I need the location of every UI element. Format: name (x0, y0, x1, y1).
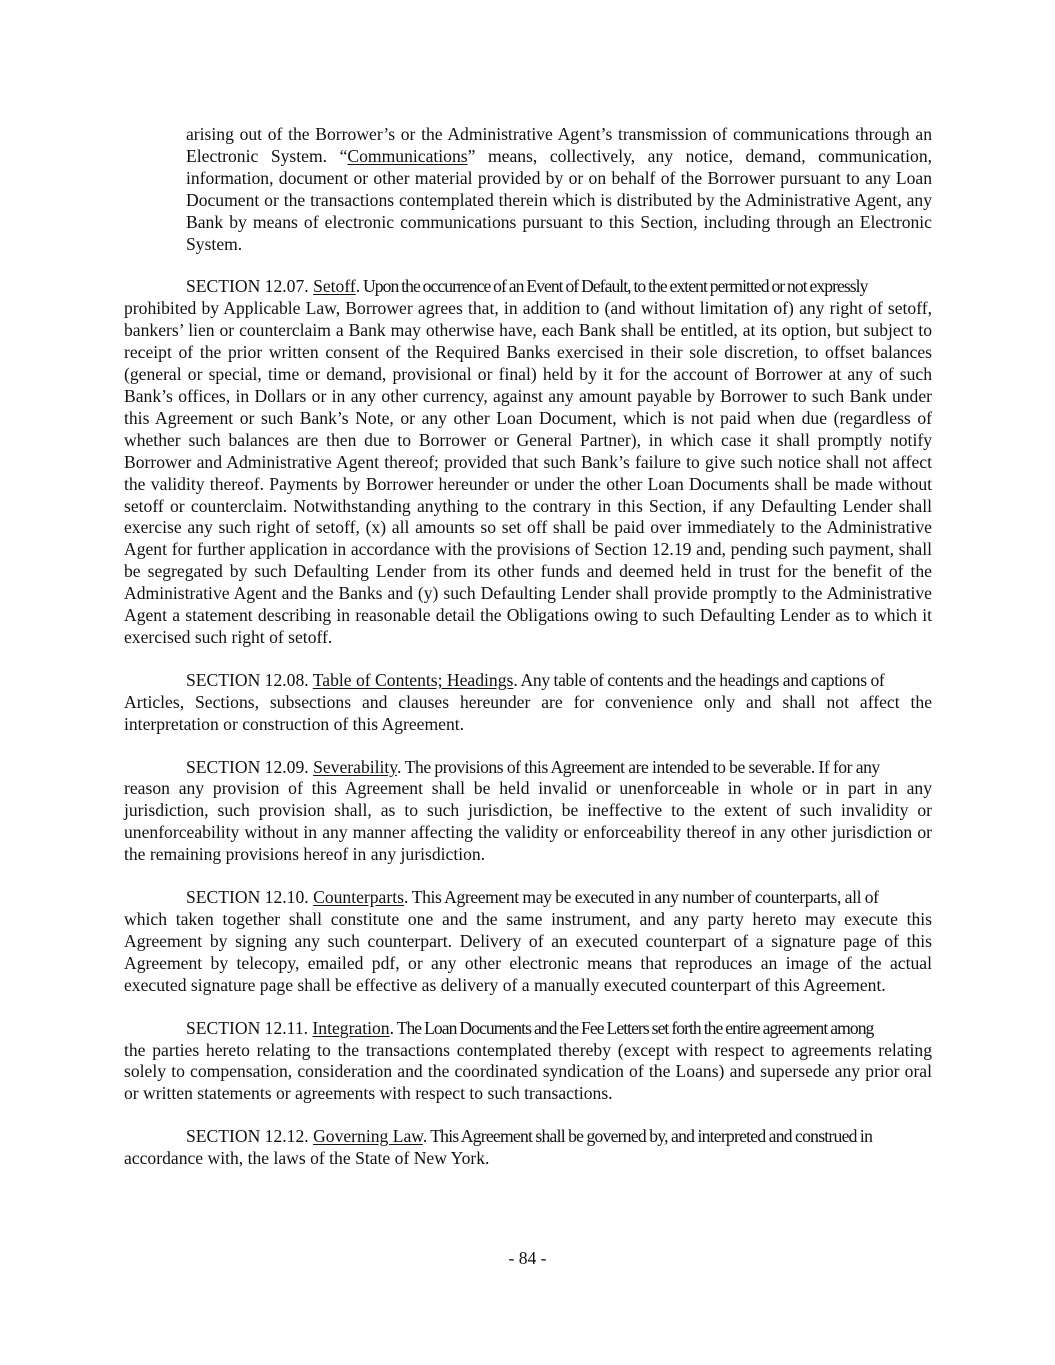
section-body: accordance with, the laws of the State of New York. (124, 1148, 490, 1169)
section-first-line: SECTION 12.10. Counterparts. This Agreement may be executed in any number of counterparts, all of (186, 887, 879, 908)
section-number: SECTION 12.07. (186, 276, 309, 297)
section-12-08 (124, 670, 932, 736)
section-first-line: SECTION 12.09. Severability. The provisions of this Agreement are intended to be severable. If for any (186, 756, 880, 777)
section-first-line: SECTION 12.12. Governing Law. This Agreement shall be governed by, and interpreted and construed in (186, 1126, 873, 1147)
section-first-line: SECTION 12.11. Integration. The Loan Documents and the Fee Letters set forth the entire agreement among (186, 1017, 874, 1038)
page-number: - 84 - (508, 1248, 547, 1268)
section-heading: Severability (313, 756, 397, 777)
section-heading: Setoff (313, 276, 356, 297)
section-12-12 (124, 1126, 932, 1170)
section-heading: Governing Law (313, 1126, 423, 1147)
section-number: SECTION 12.08. (186, 669, 309, 690)
section-body: reason any provision of this Agreement shall be held invalid or unenforceable in whole or in part in any jurisdiction, such provision shall, as to such jurisdiction, be ineffective to the extent of such invalidity or unenforceability without in any manner affecting the validity or enforceability thereof in any other jurisdiction or the remaining provisions hereof in any jurisdiction. (124, 778, 932, 865)
section-lead-text: Any table of contents and the headings and captions of (520, 669, 885, 690)
section-body: Articles, Sections, subsections and clauses hereunder are for convenience only and shall not affect the interpretation or construction of this Agreement. (124, 691, 932, 734)
section-12-11 (124, 1018, 932, 1106)
section-number: SECTION 12.12. (186, 1126, 309, 1147)
section-heading: Table of Contents; Headings (312, 669, 514, 690)
section-body: prohibited by Applicable Law, Borrower agrees that, in addition to (and without limitation of) any right of setoff, bankers’ lien or counterclaim a Bank may otherwise have, each Bank shall be entitled, at its option, but subject to receipt of the prior written consent of the Required Banks exercised in their sole discretion, to offset balances (general or special, time or demand, provisional or final) held by it for the account of Borrower at any of such Bank’s offices, in Dollars or in any other currency, against any amount payable by Borrower to such Bank under this Agreement or such Bank’s Note, or any other Loan Document, which is not paid when due (regardless of whether such balances are then due to Borrower or General Partner), in which case it shall promptly notify Borrower and Administrative Agent thereof; provided that such Bank’s failure to give such notice shall not affect the validity thereof. Payments by Borrower hereunder or under the other Loan Documents shall be made without setoff or counterclaim. Notwithstanding anything to the contrary in this Section, if any Defaulting Lender shall exercise any such right of setoff, (x) all amounts so set off shall be paid over immediately to the Administrative Agent for further application in accordance with the provisions of Section 12.19 and, pending such payment, shall be segregated by such Defaulting Lender from its other funds and deemed held in trust for the benefit of the Administrative Agent and the Banks and (y) such Defaulting Lender shall provide promptly to the Administrative Agent a statement describing in reasonable detail the Obligations owing to such Defaulting Lender as to which it exercised such right of setoff. (124, 298, 932, 647)
section-number: SECTION 12.10. (186, 887, 309, 908)
section-body: the parties hereto relating to the transactions contemplated thereby (except with respect to agreements relating solely to compensation, consideration and the coordinated syndication of the Loans) and supersede any prior oral or written statements or agreements with respect to such transactions. (124, 1039, 932, 1104)
section-lead-text: This Agreement shall be governed by, and interpreted and construed in (430, 1126, 873, 1147)
section-lead-text: This Agreement may be executed in any number of counterparts, all of (411, 887, 879, 908)
section-lead-text: The Loan Documents and the Fee Letters set forth the entire agreement among (396, 1017, 874, 1038)
document-page (124, 124, 932, 1170)
section-number: SECTION 12.09. (186, 756, 309, 777)
section-first-line: SECTION 12.07. Setoff. Upon the occurrence of an Event of Default, to the extent permitted or not expressly (186, 276, 868, 297)
section-12-07 (124, 276, 932, 648)
section-body: which taken together shall constitute one and the same instrument, and any party hereto may execute this Agreement by signing any such counterpart. Delivery of an executed counterpart of a signature page of this Agreement by telecopy, emailed pdf, or any other electronic means that reproduces an image of the actual executed signature page shall be effective as delivery of a manually executed counterpart of this Agreement. (124, 909, 932, 995)
intro-text-before: arising out of the Borrower’s or the Administrative Agent’s transmission of communications through an Electronic System. “ (186, 124, 932, 166)
section-lead-text: Upon the occurrence of an Event of Default, to the extent permitted or not expressly (363, 276, 868, 297)
section-first-line: SECTION 12.08. Table of Contents; Headings. Any table of contents and the headings and captions of (186, 669, 885, 690)
section-number: SECTION 12.11. (186, 1017, 309, 1038)
intro-paragraph (186, 124, 932, 255)
intro-text-after: ” means, collectively, any notice, demand, communication, information, document or other material provided by or on behalf of the Borrower pursuant to any Loan Document or the transactions contemplated therein which is distributed by the Administrative Agent, any Bank by means of electronic communications pursuant to this Section, including through an Electronic System. (186, 145, 933, 254)
section-heading: Counterparts (313, 887, 404, 908)
section-lead-text: The provisions of this Agreement are intended to be severable. If for any (404, 756, 880, 777)
section-heading: Integration (312, 1017, 390, 1038)
section-12-09 (124, 757, 932, 867)
defined-term-communications: Communications (347, 145, 468, 166)
section-12-10 (124, 887, 932, 997)
